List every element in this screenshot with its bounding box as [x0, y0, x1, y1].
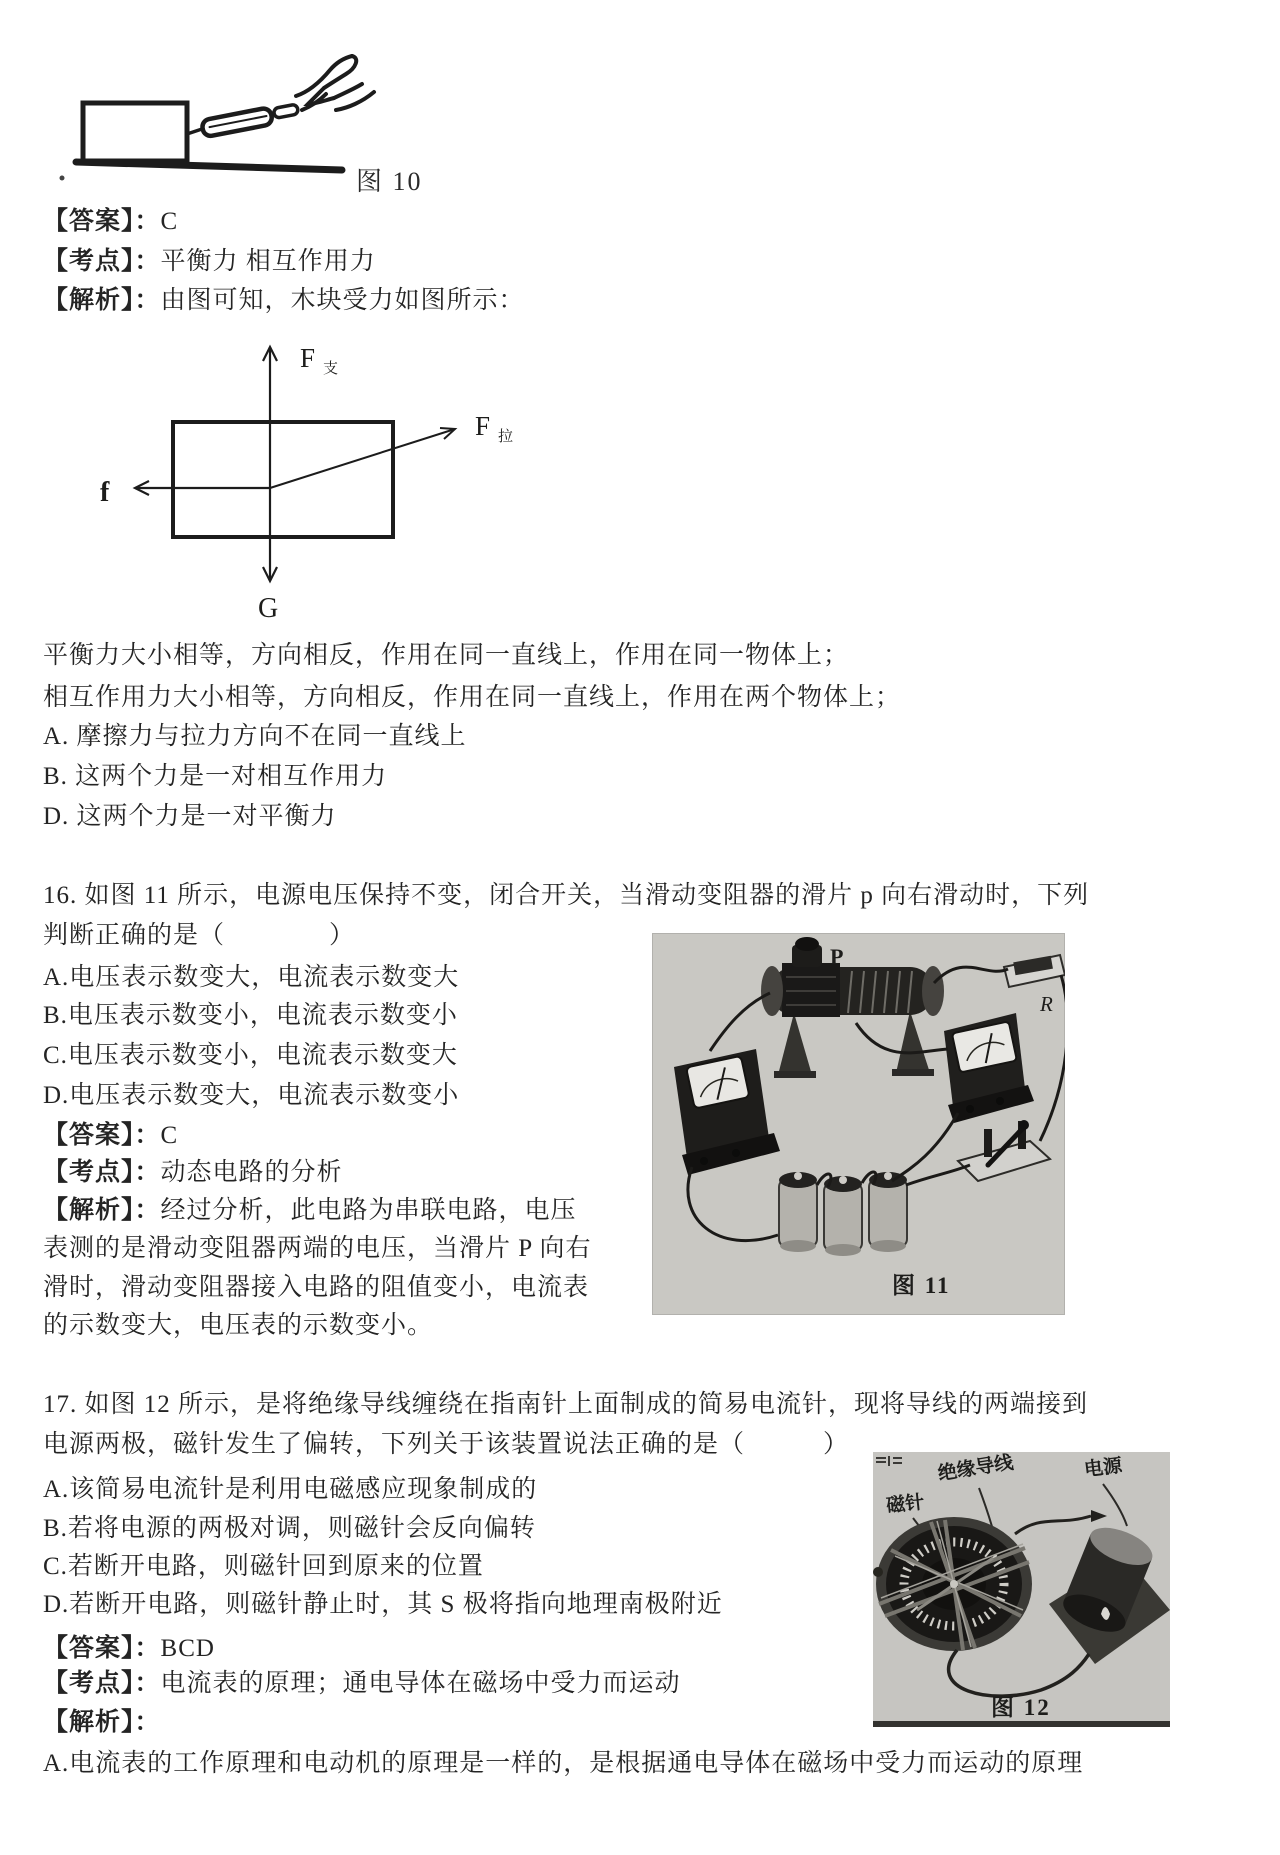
force-diagram — [80, 335, 530, 627]
q16-answer-line — [43, 1121, 178, 1151]
q17-stem-line1: 17. 如图 12 所示，是将绝缘导线缠绕在指南针上面制成的简易电流针，现将导线的两端接到 — [43, 1391, 1089, 1418]
gravity-label: G — [258, 593, 279, 624]
q15-interaction-rule: 相互作用力大小相等，方向相反，作用在同一直线上，作用在两个物体上； — [43, 684, 902, 711]
figure12-compass-photo — [873, 1452, 1170, 1727]
q15-option-b: B. 这两个力是一对相互作用力 — [43, 763, 388, 790]
q16-option-b: B.电压表示数变小，电流表示数变小 — [43, 1002, 458, 1029]
figure11-circuit-photo — [652, 933, 1065, 1315]
analysis-label: 【解析】： — [43, 1709, 161, 1736]
q16-analysis-line4: 的示数变大，电压表的示数变小。 — [43, 1312, 434, 1339]
q17-option-a: A.该简易电流针是利用电磁感应现象制成的 — [43, 1476, 538, 1503]
compass-label: 磁针 — [885, 1492, 926, 1517]
figure10-caption: 图 10 — [356, 167, 423, 196]
figure12-caption: 图 12 — [991, 1695, 1051, 1720]
q16-concept-line — [43, 1158, 343, 1188]
friction-label: f — [100, 477, 110, 508]
q17-analysis-a: A.电流表的工作原理和电动机的原理是一样的，是根据通电导体在磁场中受力而运动的原理 — [43, 1750, 1084, 1777]
q15-analysis-line — [43, 286, 525, 316]
answer-value: C — [160, 208, 179, 235]
q16-option-c: C.电压表示数变小，电流表示数变大 — [43, 1042, 458, 1069]
pull-force-subscript: 拉 — [498, 429, 514, 445]
support-force-subscript: 支 — [323, 361, 339, 377]
q17-analysis-label — [43, 1708, 161, 1738]
slider-p-label: P — [830, 944, 844, 969]
concept-value: 动态电路的分析 — [160, 1159, 343, 1186]
concept-label: 【考点】： — [43, 1159, 161, 1186]
concept-value: 平衡力 相互作用力 — [160, 248, 376, 275]
q15-balance-rule: 平衡力大小相等，方向相反，作用在同一直线上，作用在同一物体上； — [43, 642, 850, 669]
q16-stem-line1: 16. 如图 11 所示，电源电压保持不变，闭合开关，当滑动变阻器的滑片 p 向右滑动时，下列 — [43, 882, 1090, 909]
analysis-text: 经过分析，此电路为串联电路，电压 — [160, 1197, 577, 1224]
power-source-label: 电源 — [1083, 1455, 1124, 1481]
answer-label: 【答案】： — [43, 208, 161, 235]
q16-option-a: A.电压表示数变大，电流表示数变大 — [43, 964, 460, 991]
pull-force-label: F — [475, 411, 491, 441]
concept-label: 【考点】： — [43, 248, 161, 275]
q16-analysis-line3: 滑时，滑动变阻器接入电路的阻值变小，电流表 — [43, 1274, 590, 1301]
answer-value: C — [160, 1122, 179, 1149]
battery-cells — [779, 1172, 907, 1256]
q17-option-b: B.若将电源的两极对调，则磁针会反向偏转 — [43, 1515, 536, 1542]
block-outline — [173, 422, 393, 537]
analysis-label: 【解析】： — [43, 287, 161, 314]
q17-option-d: D.若断开电路，则磁针静止时，其 S 极将指向地理南极附近 — [43, 1591, 723, 1618]
answer-label: 【答案】： — [43, 1635, 161, 1662]
figure10-block-spring-scale-sketch — [40, 48, 380, 183]
pull-arrow — [270, 429, 455, 488]
slider-knob — [795, 937, 819, 951]
q15-option-d: D. 这两个力是一对平衡力 — [43, 803, 337, 830]
analysis-value: 由图可知，木块受力如图所示： — [160, 287, 525, 314]
concept-value: 电流表的原理；通电导体在磁场中受力而运动 — [160, 1670, 681, 1697]
answer-value: BCD — [160, 1635, 215, 1662]
q17-answer-line — [43, 1634, 215, 1664]
q16-stem-line2: 判断正确的是（ ） — [43, 922, 356, 949]
answer-label: 【答案】： — [43, 1122, 161, 1149]
concept-label: 【考点】： — [43, 1670, 161, 1697]
q16-option-d: D.电压表示数变大，电流表示数变小 — [43, 1082, 460, 1109]
q15-concept-line — [43, 247, 376, 277]
spring-scale — [187, 102, 300, 137]
analysis-label: 【解析】： — [43, 1197, 161, 1224]
resistor-r-label: R — [1040, 992, 1053, 1016]
q17-option-c: C.若断开电路，则磁针回到原来的位置 — [43, 1553, 484, 1580]
insulated-wire-label: 绝缘导线 — [936, 1452, 1015, 1485]
support-force-label: F — [300, 343, 316, 373]
scan-dot — [60, 176, 65, 181]
q16-analysis-line2: 表测的是滑动变阻器两端的电压，当滑片 P 向右 — [43, 1235, 592, 1262]
photo-bottom-edge — [873, 1721, 1170, 1727]
hand-sketch — [296, 56, 374, 110]
q15-answer-line — [43, 207, 178, 237]
ground-line — [76, 162, 342, 170]
q17-stem-line2: 电源两极，磁针发生了偏转，下列关于该装置说法正确的是（ ） — [43, 1431, 850, 1458]
q17-concept-line — [43, 1669, 681, 1699]
figure11-caption: 图 11 — [892, 1273, 951, 1298]
q16-analysis-line1 — [43, 1196, 577, 1226]
wood-block — [83, 103, 187, 161]
q15-option-a: A. 摩擦力与拉力方向不在同一直线上 — [43, 723, 467, 750]
